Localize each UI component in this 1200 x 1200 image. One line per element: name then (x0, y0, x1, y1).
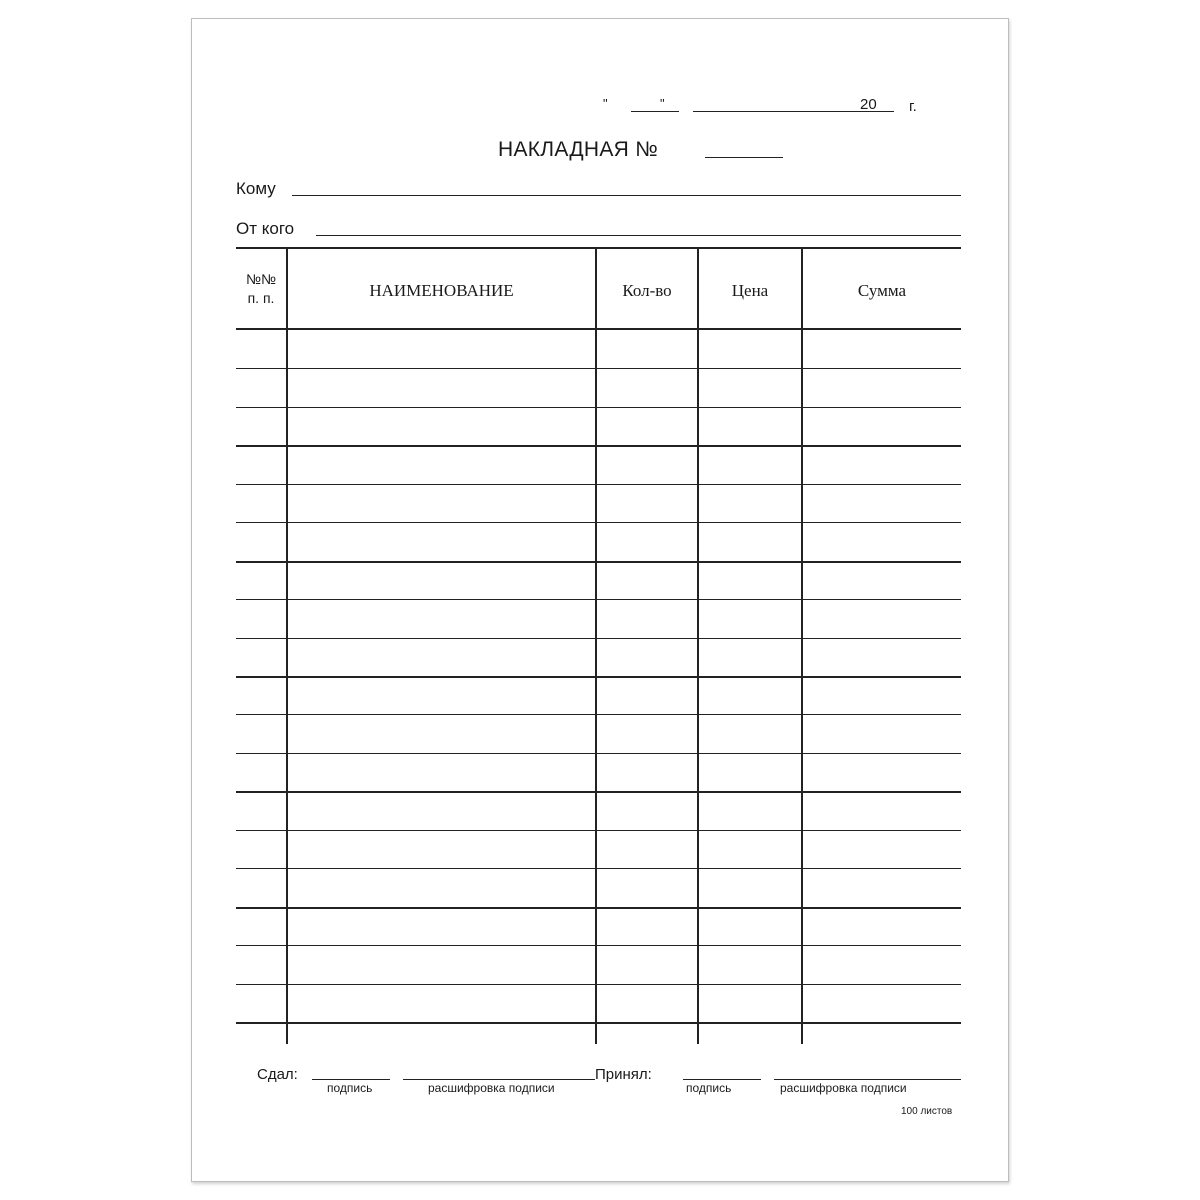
table-row-line (236, 907, 961, 909)
header-sum: Сумма (857, 281, 907, 300)
invoice-number-blank[interactable] (705, 157, 783, 158)
table-row-line (236, 830, 961, 831)
date-year-suffix: г. (909, 98, 917, 115)
table-row-line (236, 638, 961, 639)
table-row-line (236, 791, 961, 793)
handed-signature-caption: подпись (327, 1081, 373, 1095)
received-signature-caption: подпись (686, 1081, 732, 1095)
invoice-title: НАКЛАДНАЯ № (498, 138, 659, 161)
to-label: Кому (236, 179, 276, 198)
received-decoding-field[interactable] (774, 1079, 961, 1080)
table-row-line (236, 984, 961, 985)
table-row-line (236, 599, 961, 600)
table-top-border (236, 247, 961, 249)
received-decoding-caption: расшифровка подписи (780, 1081, 907, 1095)
form-sheet (191, 18, 1009, 1182)
table-row-line (236, 445, 961, 447)
table-row-line (236, 945, 961, 946)
header-price: Цена (731, 281, 769, 300)
received-label: Принял: (595, 1066, 652, 1083)
table-row-line (236, 484, 961, 485)
received-signature-field[interactable] (683, 1079, 761, 1080)
from-field[interactable] (316, 235, 961, 236)
table-row-line (236, 368, 961, 369)
date-close-quote: " (660, 96, 665, 111)
table-row-line (236, 561, 961, 563)
table-row-line (236, 714, 961, 715)
table-row-line (236, 753, 961, 754)
header-number-line1: №№ (245, 271, 277, 287)
handed-decoding-caption: расшифровка подписи (428, 1081, 555, 1095)
table-header-border (236, 328, 961, 330)
date-century: 20 (860, 96, 877, 113)
to-field[interactable] (292, 195, 961, 196)
handed-label: Сдал: (257, 1066, 298, 1083)
header-name: НАИМЕНОВАНИЕ (369, 281, 514, 300)
table-row-line (236, 1022, 961, 1024)
sheet-count: 100 листов (901, 1106, 953, 1117)
from-label: От кого (236, 219, 295, 238)
header-number-line2: п. п. (247, 290, 275, 306)
date-open-quote: " (603, 96, 608, 111)
table-row-line (236, 868, 961, 869)
header-number (236, 270, 286, 308)
table-row-line (236, 676, 961, 678)
header-qty: Кол-во (622, 281, 672, 300)
handed-decoding-field[interactable] (403, 1079, 595, 1080)
handed-signature-field[interactable] (312, 1079, 390, 1080)
table-row-line (236, 407, 961, 408)
table-row-line (236, 522, 961, 523)
day-blank[interactable] (631, 111, 679, 112)
